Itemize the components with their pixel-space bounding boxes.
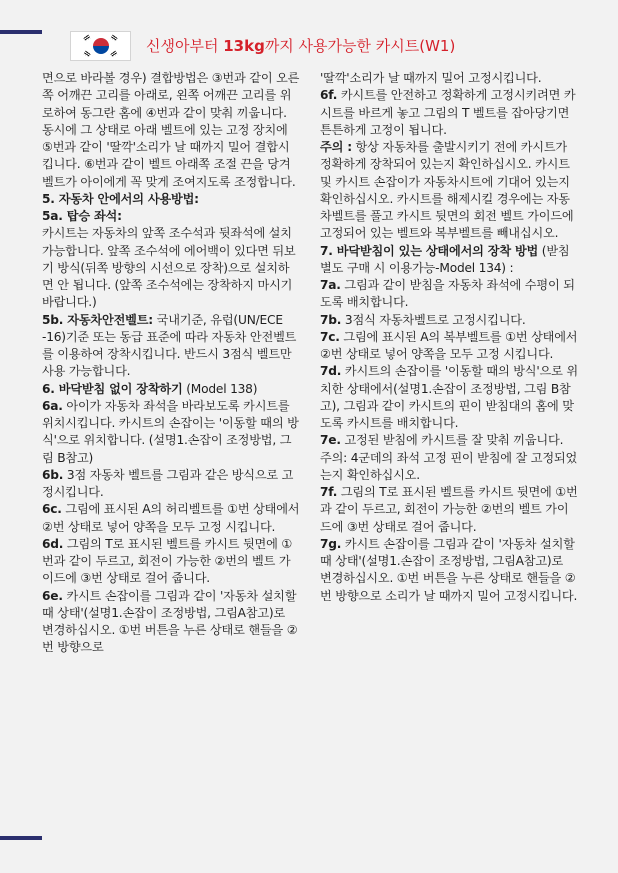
paragraph: 6f. 카시트를 안전하고 정확하게 고정시키려면 카시트를 바르게 놓고 그림의 T 벨트를 잡아당기면 튼튼하게 고정이 됩니다. xyxy=(320,88,576,137)
top-accent-bar xyxy=(0,30,42,34)
paragraph: 6b. 3점 자동차 벨트를 그림과 같은 방식으로 고정시킵니다. xyxy=(42,467,294,499)
paragraph: 6a. 아이가 자동차 좌석을 바라보도록 카시트를 위치시킵니다. 카시트의 손잡이는 '이동할 때의 방식'으로 위치합니다. (설명1.손잡이 조정방법, 그림 B참고) xyxy=(42,398,299,465)
section-heading: 5. 자동차 안에서의 사용방법: xyxy=(42,191,199,206)
section-heading: 7. 바닥받침이 있는 상태에서의 장착 방법 (받침별도 구매 시 이용가능-Model 134) : xyxy=(320,243,570,275)
paragraph: 6c. 그림에 표시된 A의 허리벨트를 ①번 상태에서 ②번 상태로 넣어 양쪽을 모두 고정 시킵니다. xyxy=(42,502,300,534)
paragraph: 주의 : 항상 자동차를 출발시키기 전에 카시트가 정확하게 장착되어 있는지 확인하십시오. 카시트 및 카시트 손잡이가 자동차시트에 기대어 있는지 확인하십시오. 카시트를 해제시킬 경우에는 자동차벨트를 풀고 카시트 뒷면의 회전 벨트 가이드에 고정되어 있는 벨트와 복부벨트를 빼내십시오. xyxy=(320,140,574,241)
paragraph: 카시트는 자동차의 앞쪽 조수석과 뒷좌석에 설치 가능합니다. 앞쪽 조수석에 에어백이 있다면 뒤보기 방식(뒤쪽 방향의 시선으로 장착)으로 설치하면 안 됩니다. (앞쪽 조수석에는 장착하지 마시기 바랍니다.) xyxy=(42,226,296,310)
page-title: 신생아부터 13kg까지 사용가능한 카시트(W1) xyxy=(146,37,456,55)
paragraph: 7d. 카시트의 손잡이를 '이동할 때의 방식'으로 위치한 상태에서(설명1.손잡이 조정방법, 그림 B참고), 그림과 같이 카시트의 핀이 받침대의 홈에 맞도록 카시트를 배치합니다. xyxy=(320,364,578,430)
left-column xyxy=(42,70,300,657)
paragraph: 7g. 카시트 손잡이를 그림과 같이 '자동차 설치할 때 상태'(설명1.손잡이 조정방법, 그림A참고)로 변경하십시오. ①번 버튼을 누른 상태로 핸들을 ②번 방향으로 소리가 날 때까지 밀어 고정시킵니다. xyxy=(320,536,578,603)
paragraph: 면으로 바라볼 경우) 결합방법은 ③번과 같이 오른쪽 어깨끈 고리를 아래로, 왼쪽 어깨끈 고리를 위로하여 동그란 홈에 ④번과 같이 맞춰 끼웁니다. 동시에 그 상태로 아래 벨트에 있는 고정 장치에 ⑤번과 같이 '딸깍'소리가 날 때까지 밀어 결합시킵니다. ⑥번과 같이 벨트 아래쪽 조절 끈을 당겨 벨트가 아이에게 꼭 맞게 조여지도록 조정합니다. xyxy=(42,71,300,189)
right-column xyxy=(320,70,578,605)
paragraph: 6d. 그림의 T로 표시된 벨트를 카시트 뒷면에 ①번과 같이 두르고, 회전이 가능한 ②번의 벨트 가이드에 ③번 상태로 걸어 줍니다. xyxy=(42,536,293,586)
paragraph: 7c. 그림에 표시된 A의 복부벨트를 ①번 상태에서 ②번 상태로 넣어 양쪽을 모두 고정 시킵니다. xyxy=(320,329,578,361)
paragraph: 7e. 고정된 받침에 카시트를 잘 맞춰 끼웁니다. xyxy=(320,433,564,448)
paragraph: 7b. 3점식 자동차벨트로 고정시킵니다. xyxy=(320,312,526,327)
korea-flag-icon xyxy=(70,31,131,61)
section-heading: 6. 바닥받침 없이 장착하기 (Model 138) xyxy=(42,381,258,396)
paragraph: 7a. 그림과 같이 받침을 자동차 좌석에 수평이 되도록 배치합니다. xyxy=(320,278,575,310)
paragraph: 5b. 자동차안전벨트: 국내기준, 유럽(UN/ECE -16)기준 또는 동급 표준에 따라 자동차 안전벨트를 이용하여 장착시킵니다. 반드시 3점식 벨트만 사용 가능합니다. xyxy=(42,312,297,379)
paragraph: '딸깍'소리가 날 때까지 밀어 고정시킵니다. xyxy=(320,71,542,85)
section-heading: 5a. 탑승 좌석: xyxy=(42,209,122,223)
paragraph: 7f. 그림의 T로 표시된 벨트를 카시트 뒷면에 ①번과 같이 두르고, 회전이 가능한 ②번의 벨트 가이드에 ③번 상태로 걸어 줍니다. xyxy=(320,485,578,534)
paragraph: 주의: 4군데의 좌석 고정 핀이 받침에 잘 고정되었는지 확인하십시오. xyxy=(320,450,578,482)
bottom-accent-bar xyxy=(0,836,42,840)
paragraph: 6e. 카시트 손잡이를 그림과 같이 '자동차 설치할 때 상태'(설명1.손잡이 조정방법, 그림A참고)로 변경하십시오. ①번 버튼을 누른 상태로 핸들을 ②번 방향으로 xyxy=(42,588,298,655)
page-header xyxy=(70,31,590,61)
